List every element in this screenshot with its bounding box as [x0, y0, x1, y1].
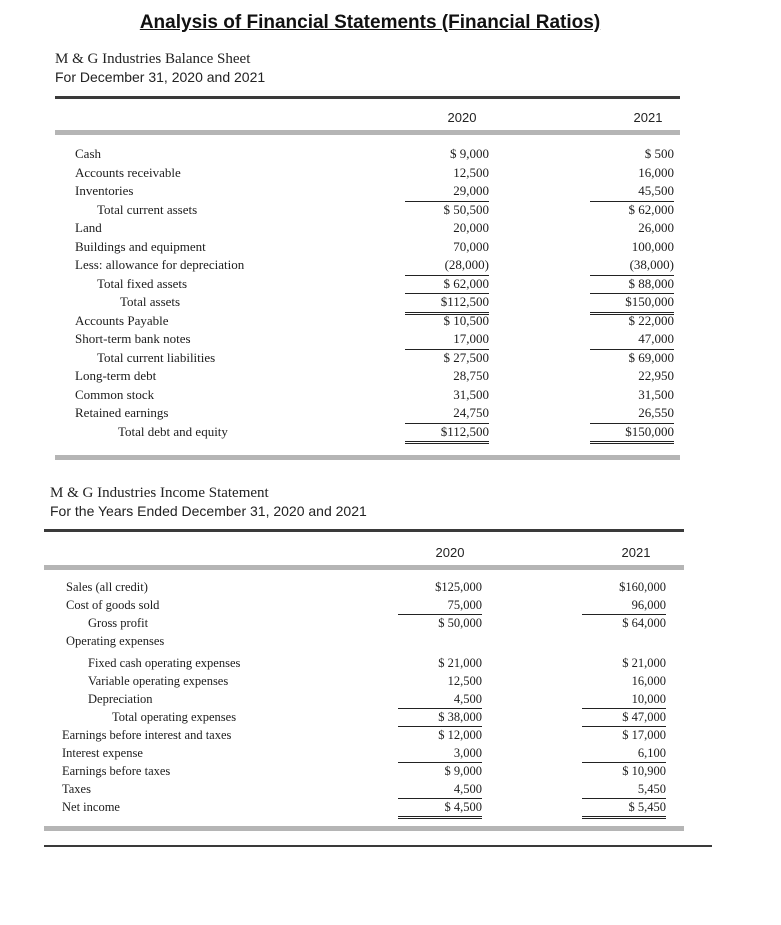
row-label: Sales (all credit): [66, 580, 148, 594]
table-row: [0, 726, 781, 744]
table-row: [0, 145, 781, 164]
table-row: [0, 423, 781, 442]
value-2021: $ 64,000: [622, 616, 666, 630]
table-row: [0, 182, 781, 201]
value-2020: $ 38,000: [398, 708, 482, 727]
row-label: Earnings before taxes: [62, 764, 171, 778]
divider: [44, 826, 684, 831]
value-2020: $ 27,500: [443, 349, 489, 365]
value-2021: $ 69,000: [628, 349, 674, 365]
value-2020: $ 12,000: [438, 728, 482, 742]
table-row: [0, 330, 781, 349]
table-row: [0, 672, 781, 690]
table-row: [0, 312, 781, 331]
value-2020: $ 21,000: [438, 656, 482, 670]
table-row: [0, 632, 781, 650]
value-2021: $ 10,900: [622, 764, 666, 778]
value-2020: $ 50,500: [443, 201, 489, 217]
value-2020: 12,500: [447, 674, 482, 688]
bs-year-2020: 2020: [447, 110, 477, 125]
value-2021: (38,000): [590, 256, 674, 276]
table-row: [0, 654, 781, 672]
balance-sheet-company: M & G Industries Balance Sheet: [55, 51, 251, 67]
value-2021: 31,500: [638, 386, 674, 402]
table-row: [0, 780, 781, 798]
value-2021: 10,000: [582, 690, 666, 709]
value-2021: $160,000: [619, 580, 666, 594]
is-year-2021: 2021: [621, 545, 651, 560]
row-label: Accounts receivable: [75, 164, 181, 180]
balance-sheet-table: [0, 145, 781, 441]
value-2021: $ 5,450: [582, 798, 666, 819]
row-label: Net income: [62, 800, 120, 814]
divider: [44, 565, 684, 570]
value-2021: 26,000: [638, 220, 674, 235]
value-2021: $ 17,000: [622, 728, 666, 742]
row-label: Total current assets: [97, 201, 198, 217]
row-label: Cost of goods sold: [66, 598, 160, 612]
value-2020: $ 9,000: [444, 764, 482, 778]
row-label: Total debt and equity: [118, 423, 228, 439]
value-2021: $150,000: [590, 423, 674, 445]
table-row: [0, 762, 781, 780]
value-2021: 96,000: [582, 596, 666, 615]
table-row: [0, 404, 781, 423]
value-2021: 22,950: [638, 368, 674, 383]
row-label: Land: [75, 220, 102, 235]
value-2021: 16,000: [638, 164, 674, 180]
table-row: [0, 256, 781, 275]
value-2020: $ 62,000: [405, 275, 489, 295]
income-statement-heading: [50, 484, 367, 520]
table-row: [0, 201, 781, 220]
table-row: [0, 690, 781, 708]
divider: [55, 96, 680, 99]
row-label: Buildings and equipment: [75, 238, 206, 254]
row-label: Common stock: [75, 386, 155, 402]
divider: [55, 130, 680, 135]
value-2021: 26,550: [590, 404, 674, 424]
row-label: Less: allowance for depreciation: [75, 257, 245, 272]
row-label: Inventories: [75, 183, 134, 198]
row-label: Interest expense: [62, 746, 143, 760]
table-row: [0, 275, 781, 294]
income-statement-period: For the Years Ended December 31, 2020 and 2021: [50, 503, 367, 519]
table-row: [0, 386, 781, 405]
is-year-2020: 2020: [435, 545, 465, 560]
row-label: Total fixed assets: [97, 275, 188, 291]
table-row: [0, 164, 781, 183]
value-2020: 17,000: [405, 330, 489, 350]
value-2020: 24,750: [405, 404, 489, 424]
value-2021: $ 47,000: [582, 708, 666, 727]
row-label: Total current liabilities: [97, 349, 216, 365]
value-2021: $ 22,000: [628, 312, 674, 328]
value-2020: $ 50,000: [438, 616, 482, 630]
value-2021: 16,000: [631, 674, 666, 688]
value-2020: $125,000: [435, 580, 482, 594]
value-2021: $ 500: [644, 146, 674, 161]
value-2020: 3,000: [398, 744, 482, 763]
table-row: [0, 578, 781, 596]
value-2021: 47,000: [590, 330, 674, 350]
value-2020: 12,500: [453, 164, 489, 180]
table-row: [0, 367, 781, 386]
row-label: Total assets: [120, 294, 181, 309]
value-2020: 31,500: [453, 386, 489, 402]
table-row: [0, 238, 781, 257]
row-label: Variable operating expenses: [88, 674, 229, 688]
row-label: Operating expenses: [66, 634, 165, 648]
divider: [44, 529, 684, 532]
row-label: Depreciation: [88, 692, 153, 706]
divider: [44, 845, 712, 847]
row-label: Accounts Payable: [75, 312, 169, 328]
value-2021: 45,500: [590, 182, 674, 202]
value-2021: $150,000: [590, 293, 674, 315]
value-2021: 5,450: [582, 780, 666, 799]
table-row: [0, 744, 781, 762]
page-title: Analysis of Financial Statements (Financial Ratios): [139, 12, 601, 33]
value-2020: (28,000): [405, 256, 489, 276]
value-2020: 4,500: [398, 780, 482, 799]
bs-year-2021: 2021: [633, 110, 663, 125]
value-2020: $112,500: [405, 423, 489, 445]
value-2020: $ 10,500: [443, 312, 489, 328]
value-2020: 75,000: [398, 596, 482, 615]
value-2021: $ 21,000: [622, 656, 666, 670]
value-2021: $ 88,000: [590, 275, 674, 295]
table-row: [0, 798, 781, 816]
row-label: Retained earnings: [75, 405, 169, 420]
value-2021: 100,000: [631, 238, 674, 254]
value-2020: $112,500: [405, 293, 489, 315]
value-2021: $ 62,000: [628, 201, 674, 217]
income-statement-company: M & G Industries Income Statement: [50, 485, 269, 501]
table-row: [0, 219, 781, 238]
table-row: [0, 614, 781, 632]
row-label: Short-term bank notes: [75, 331, 191, 346]
table-row: [0, 596, 781, 614]
value-2020: $ 4,500: [398, 798, 482, 819]
table-row: [0, 708, 781, 726]
divider: [55, 455, 680, 460]
row-label: Total operating expenses: [112, 710, 237, 724]
row-label: Cash: [75, 146, 101, 161]
balance-sheet-heading: [55, 50, 265, 86]
row-label: Gross profit: [88, 616, 149, 630]
row-label: Taxes: [62, 782, 91, 796]
row-label: Earnings before interest and taxes: [62, 728, 232, 742]
value-2021: 6,100: [582, 744, 666, 763]
row-label: Long-term debt: [75, 368, 157, 383]
value-2020: 20,000: [453, 220, 489, 235]
value-2020: $ 9,000: [450, 146, 489, 161]
value-2020: 70,000: [453, 238, 489, 254]
row-label: Fixed cash operating expenses: [88, 656, 241, 670]
value-2020: 28,750: [453, 368, 489, 383]
table-row: [0, 293, 781, 312]
table-row: [0, 349, 781, 368]
income-statement-table: [0, 578, 781, 816]
value-2020: 4,500: [398, 690, 482, 709]
value-2020: 29,000: [405, 182, 489, 202]
balance-sheet-period: For December 31, 2020 and 2021: [55, 69, 266, 85]
